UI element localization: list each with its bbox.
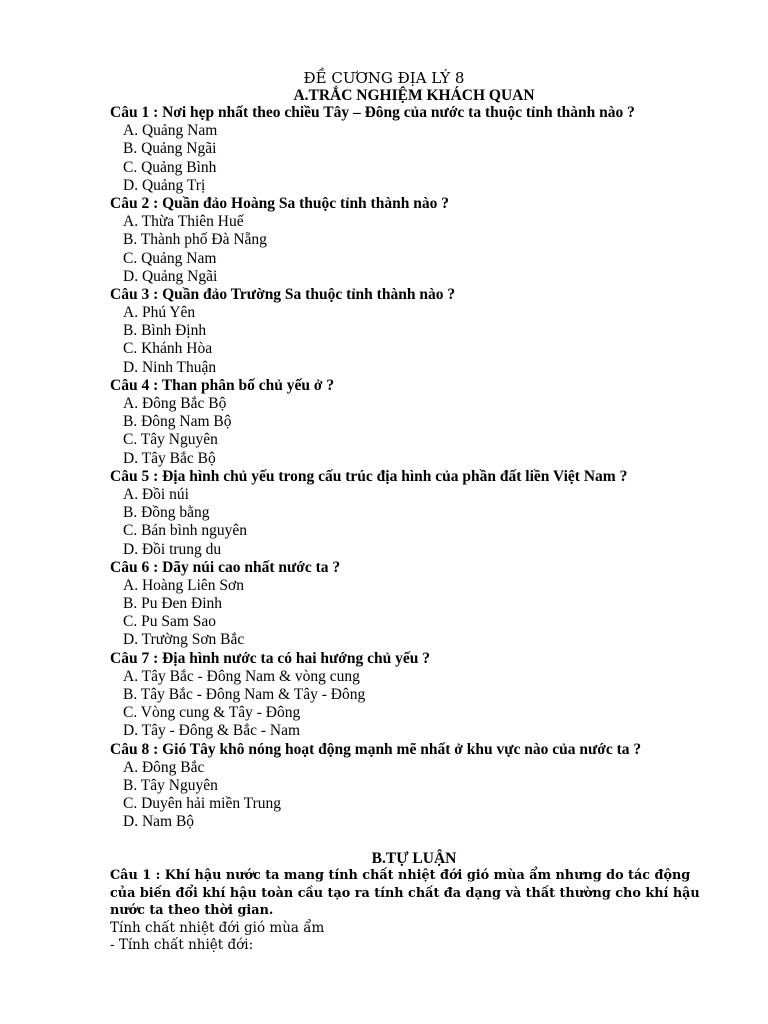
- answer-option-c: C. Duyên hải miền Trung: [123, 795, 282, 813]
- question-text: Câu 4 : Than phân bố chủ yếu ở ?: [110, 376, 335, 394]
- answer-option-a: A. Tây Bắc - Đông Nam & vòng cung: [123, 667, 360, 685]
- answer-option-d: D. Ninh Thuận: [123, 358, 217, 376]
- document-title: ĐỀ CƯƠNG ĐỊA LÝ 8: [303, 69, 465, 87]
- question-7: [110, 650, 750, 741]
- answer-option-b: B. Tây Nguyên: [123, 776, 218, 794]
- question-6: [110, 559, 750, 650]
- question-text: Câu 6 : Dãy núi cao nhất nước ta ?: [110, 558, 341, 576]
- section-b-heading: B.TỰ LUẬN: [371, 850, 457, 867]
- answer-option-d: D. Trường Sơn Bắc: [123, 631, 245, 649]
- answer-option-b: B. Tây Bắc - Đông Nam & Tây - Đông: [123, 686, 366, 703]
- answer-option-c: C. Quảng Bình: [123, 158, 217, 176]
- answer-option-b: B. Đồng bằng: [123, 504, 210, 522]
- answer-option-a: A. Hoàng Liên Sơn: [123, 576, 244, 594]
- answer-option-a: A. Đông Bắc Bộ: [123, 395, 227, 412]
- essay-line-2: - Tính chất nhiệt đới:: [110, 937, 254, 953]
- answer-option-a: A. Thừa Thiên Huế: [123, 213, 244, 231]
- essay-question-1: Câu 1 : Khí hậu nước ta mang tính chất nhiệt đới gió mùa ẩm nhưng do tác động của biến đổi khí hậu toàn cầu tạo ra tính chất đa dạng và thất thường cho khí hậu nước ta theo thời gian.: [110, 868, 700, 918]
- answer-option-b: B. Đông Nam Bộ: [123, 413, 232, 431]
- answer-option-d: D. Quảng Trị: [123, 176, 206, 194]
- question-text: Câu 8 : Gió Tây khô nóng hoạt động mạnh mẽ nhất ở khu vực nào của nước ta ?: [110, 740, 642, 758]
- answer-option-d: D. Nam Bộ: [123, 813, 195, 831]
- answer-option-a: A. Đông Bắc: [123, 758, 205, 776]
- answer-option-d: D. Quảng Ngãi: [123, 267, 218, 285]
- answer-option-b: B. Thành phố Đà Nẵng: [123, 231, 267, 249]
- answer-option-c: C. Vòng cung & Tây - Đông: [123, 704, 301, 722]
- question-text: Câu 1 : Nơi hẹp nhất theo chiều Tây – Đông của nước ta thuộc tỉnh thành nào ?: [110, 104, 635, 121]
- question-text: Câu 3 : Quần đảo Trường Sa thuộc tỉnh thành nào ?: [110, 285, 456, 303]
- answer-option-d: D. Đồi trung du: [123, 540, 222, 558]
- answer-option-a: A. Đồi núi: [123, 485, 189, 503]
- essay-section: [110, 867, 710, 955]
- question-text: Câu 7 : Địa hình nước ta có hai hướng chủ yếu ?: [110, 649, 430, 667]
- essay-line-1: Tính chất nhiệt đới gió mùa ẩm: [110, 919, 325, 936]
- answer-option-b: B. Bình Định: [123, 322, 207, 340]
- question-5: [110, 468, 750, 559]
- answer-option-c: C. Quảng Nam: [123, 249, 217, 267]
- section-a-heading: A.TRẮC NGHIỆM KHÁCH QUAN: [293, 87, 535, 104]
- answer-option-a: A. Phú Yên: [123, 304, 196, 322]
- answer-option-c: C. Bán bình nguyên: [123, 522, 247, 540]
- question-text: Câu 2 : Quần đảo Hoàng Sa thuộc tỉnh thành nào ?: [110, 194, 449, 212]
- answer-option-c: C. Tây Nguyên: [123, 431, 218, 449]
- question-4: [110, 377, 750, 468]
- answer-option-c: C. Pu Sam Sao: [123, 613, 217, 631]
- answer-option-a: A. Quảng Nam: [123, 122, 218, 140]
- answer-option-b: B. Quảng Ngãi: [123, 140, 217, 158]
- answer-option-d: D. Tây - Đông & Bắc - Nam: [123, 722, 301, 740]
- question-1: [110, 104, 750, 195]
- question-3: [110, 286, 750, 377]
- answer-option-b: B. Pu Đen Đinh: [123, 595, 223, 613]
- multiple-choice-section: [110, 104, 750, 832]
- question-8: [110, 741, 750, 832]
- answer-option-d: D. Tây Bắc Bộ: [123, 449, 216, 467]
- question-2: [110, 195, 750, 286]
- question-text: Câu 5 : Địa hình chủ yếu trong cấu trúc địa hình của phần đất liền Việt Nam ?: [110, 467, 628, 485]
- answer-option-c: C. Khánh Hòa: [123, 340, 213, 358]
